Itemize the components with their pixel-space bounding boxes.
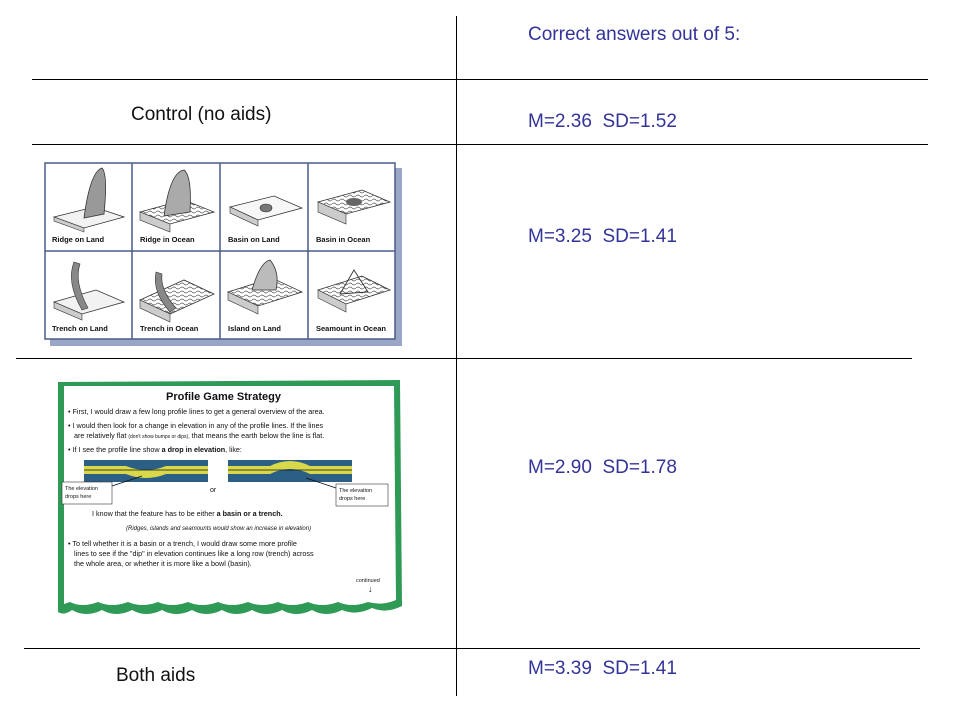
or-text: or <box>210 487 217 494</box>
strategy-bullet-3: • If I see the profile line show a drop in elevation, like: <box>68 445 242 454</box>
svg-text:The elevation: The elevation <box>65 486 99 492</box>
strategy-bullet-2b: are relatively flat (don't show bumps or dips), that means the earth below the line is flat. <box>74 431 325 440</box>
cell-label: Island on Land <box>228 324 281 333</box>
strategy-title: Profile Game Strategy <box>166 391 281 403</box>
strategy-card-aid <box>56 378 406 622</box>
svg-text:drops here: drops here <box>65 494 92 500</box>
strategy-bullet-4b: lines to see if the "dip" in elevation continues like a long row (trench) across <box>74 549 314 558</box>
cell-label: Basin on Land <box>228 235 280 244</box>
row-divider-3 <box>16 358 912 359</box>
stat-strategy: M=2.90 SD=1.78 <box>528 457 677 478</box>
continued-arrow-icon: ↓ <box>368 584 373 594</box>
stat-control: M=2.36 SD=1.52 <box>528 111 677 132</box>
strategy-note: (Ridges, islands and seamounts would show an increase in elevation) <box>126 526 312 532</box>
stat-feature-grid: M=3.25 SD=1.41 <box>528 226 677 247</box>
row-divider-2 <box>32 144 928 145</box>
feature-grid-image <box>44 162 404 348</box>
continued-label: continued <box>356 578 380 584</box>
cell-label: Ridge in Ocean <box>140 235 195 244</box>
svg-text:The elevation: The elevation <box>339 488 373 494</box>
table-header-title: Correct answers out of 5: <box>528 24 741 45</box>
svg-text:drops here: drops here <box>339 496 366 502</box>
cell-label: Seamount in Ocean <box>316 324 387 333</box>
strategy-bullet-4c: the whole area, or whether it is more like a bowl (basin). <box>74 559 252 568</box>
strategy-conclusion: I know that the feature has to be either a basin or a trench. <box>92 509 283 518</box>
feature-grid-aid <box>44 162 404 348</box>
strategy-bullet-2a: • I would then look for a change in elevation in any of the profile lines. If the lines <box>68 421 324 430</box>
row-label-control: Control (no aids) <box>131 104 272 125</box>
row-divider-4 <box>24 648 920 649</box>
cell-label: Trench in Ocean <box>140 324 199 333</box>
row-divider-1 <box>32 79 928 80</box>
row-label-both-aids: Both aids <box>116 665 196 686</box>
stat-both-aids: M=3.39 SD=1.41 <box>528 658 677 679</box>
strategy-card-image <box>56 378 406 622</box>
strategy-bullet-1: • First, I would draw a few long profile lines to get a general overview of the area. <box>68 407 325 416</box>
cell-label: Trench on Land <box>52 324 108 333</box>
cell-label: Basin in Ocean <box>316 235 371 244</box>
profile-strip-right <box>228 460 352 482</box>
strategy-bullet-4a: • To tell whether it is a basin or a trench, I would draw some more profile <box>68 539 297 548</box>
profile-strip-left <box>84 460 208 482</box>
column-divider <box>456 16 457 696</box>
cell-label: Ridge on Land <box>52 235 105 244</box>
